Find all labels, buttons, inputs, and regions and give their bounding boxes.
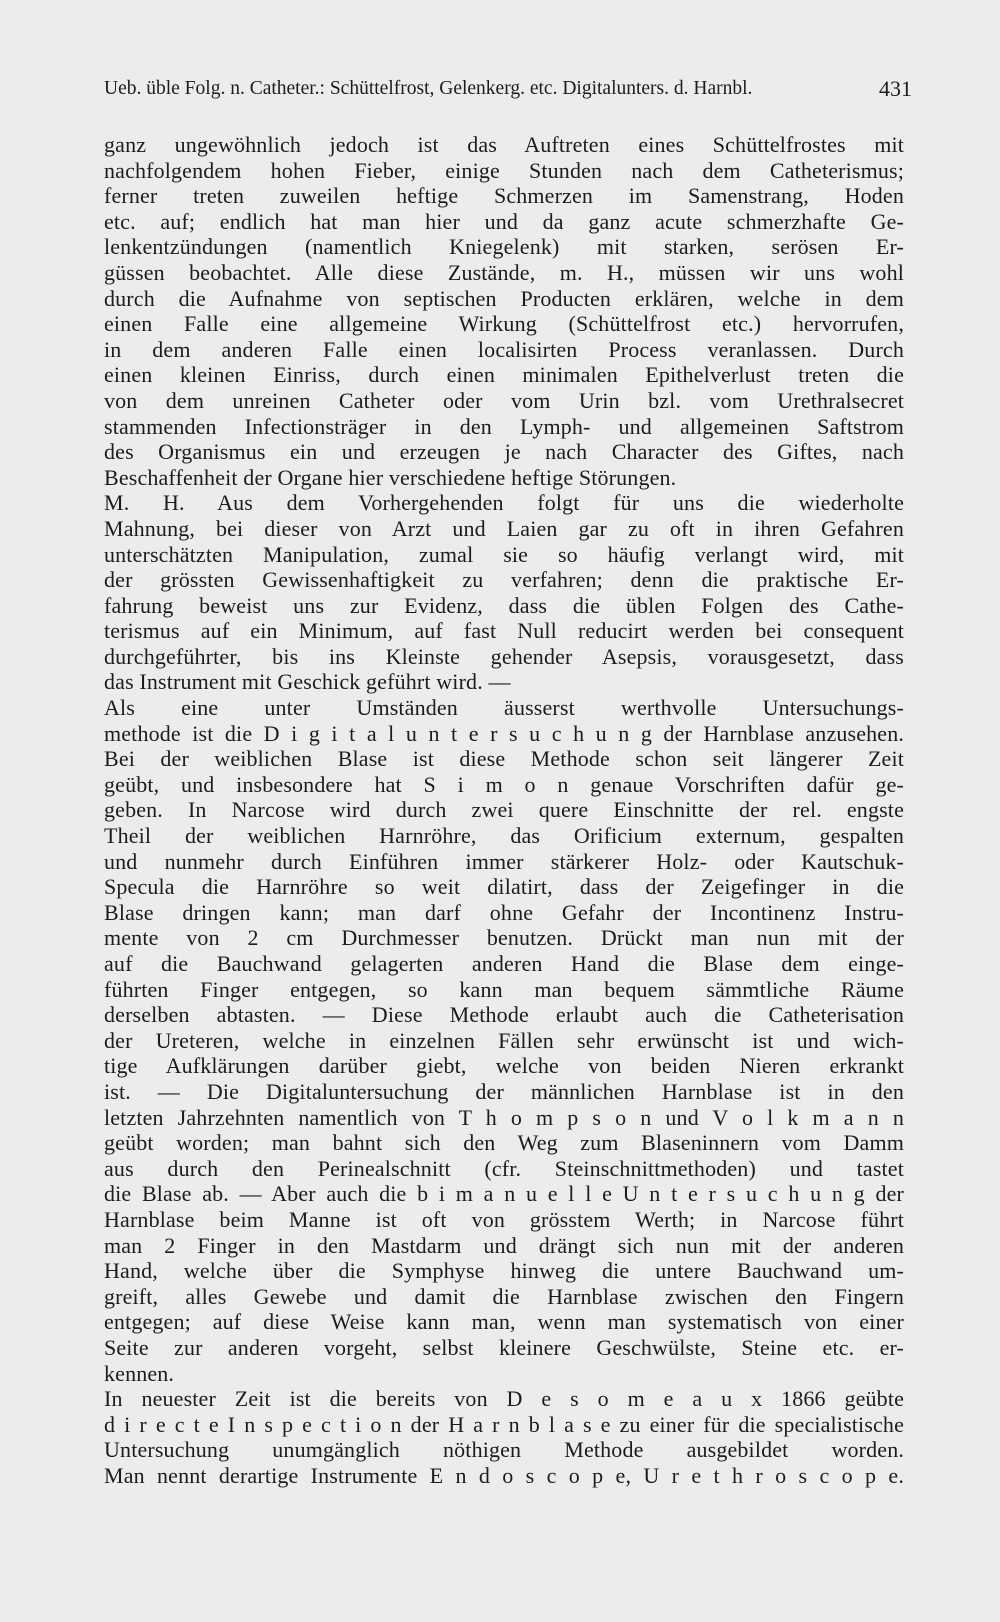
text-line: stammenden Infectionsträger in den Lymph- und allgemeinen Saftstrom (104, 413, 904, 439)
page-number: 431 (879, 76, 912, 101)
text-line: Hand, welche über die Symphyse hinweg die untere Bauchwand um- (104, 1258, 904, 1284)
text-line: geübt worden; man bahnt sich den Weg zum Blaseninnern vom Damm (104, 1130, 904, 1156)
text-line: lenkentzündungen (namentlich Kniegelenk) mit starken, serösen Er- (104, 234, 904, 260)
text-line: Untersuchung unumgänglich nöthigen Methode ausgebildet worden. (104, 1437, 904, 1463)
text-line: letzten Jahrzehnten namentlich von T h o m p s o n und V o l k m a n n (104, 1104, 904, 1130)
text-line: terismus auf ein Minimum, auf fast Null reducirt werden bei consequent (104, 618, 904, 644)
text-line: aus durch den Perinealschnitt (cfr. Steinschnittmethoden) und tastet (104, 1155, 904, 1181)
text-line: Harnblase beim Manne ist oft von grösstem Werth; in Narcose führt (104, 1206, 904, 1232)
text-line: Specula die Harnröhre so weit dilatirt, dass der Zeigefinger in die (104, 874, 904, 900)
text-line: kennen. (104, 1360, 175, 1386)
text-line: der grössten Gewissenhaftigkeit zu verfahren; denn die praktische Er- (104, 567, 904, 593)
text-line: die Blase ab. — Aber auch die b i m a n u e l l e U n t e r s u c h u n g der (104, 1181, 904, 1207)
text-line: etc. auf; endlich hat man hier und da ganz acute schmerzhafte Ge- (104, 208, 904, 234)
text-line: M. H. Aus dem Vorhergehenden folgt für uns die wiederholte (104, 490, 904, 516)
page-header (104, 74, 912, 104)
text-line: man 2 Finger in den Mastdarm und drängt sich nun mit der anderen (104, 1232, 904, 1258)
text-line: derselben abtasten. — Diese Methode erlaubt auch die Catheterisation (104, 1002, 904, 1028)
text-line: Seite zur anderen vorgeht, selbst kleinere Geschwülste, Steine etc. er- (104, 1334, 904, 1360)
text-line: einen Falle eine allgemeine Wirkung (Schüttelfrost etc.) hervorrufen, (104, 311, 904, 337)
text-line: geübt, und insbesondere hat S i m o n genaue Vorschriften dafür ge- (104, 771, 904, 797)
text-line: greift, alles Gewebe und damit die Harnblase zwischen den Fingern (104, 1283, 904, 1309)
text-line: Beschaffenheit der Organe hier verschiedene heftige Störungen. (104, 464, 677, 490)
running-head: Ueb. üble Folg. n. Catheter.: Schüttelfrost, Gelenkerg. etc. Digitalunters. d. Harnbl. (104, 78, 753, 99)
text-line: durch die Aufnahme von septischen Producten erklären, welche in dem (104, 285, 904, 311)
text-line: führten Finger entgegen, so kann man bequem sämmtliche Räume (104, 976, 904, 1002)
text-line: d i r e c t e I n s p e c t i o n der H a r n b l a s e zu einer für die specialistische (104, 1411, 904, 1437)
text-line: tige Aufklärungen darüber giebt, welche von beiden Nieren erkrankt (104, 1053, 904, 1079)
text-line: Blase dringen kann; man darf ohne Gefahr der Incontinenz Instru- (104, 899, 904, 925)
text-line: ferner treten zuweilen heftige Schmerzen im Samenstrang, Hoden (104, 183, 904, 209)
text-line: unterschätzten Manipulation, zumal sie so häufig verlangt wird, mit (104, 541, 904, 567)
text-line: des Organismus ein und erzeugen je nach Character des Giftes, nach (104, 439, 904, 465)
text-line: In neuester Zeit ist die bereits von D e s o m e a u x 1866 geübte (104, 1386, 904, 1412)
text-line: auf die Bauchwand gelagerten anderen Hand die Blase dem einge- (104, 951, 904, 976)
text-line: und nunmehr durch Einführen immer stärkerer Holz- oder Kautschuk- (104, 848, 904, 874)
text-line: geben. In Narcose wird durch zwei quere Einschnitte der rel. engste (104, 797, 904, 823)
text-line: das Instrument mit Geschick geführt wird. — (104, 669, 511, 695)
text-line: in dem anderen Falle einen localisirten Process veranlassen. Durch (104, 336, 904, 362)
body-text (104, 132, 904, 1488)
text-line: Bei der weiblichen Blase ist diese Methode schon seit längerer Zeit (104, 746, 904, 772)
text-line: entgegen; auf diese Weise kann man, wenn man systematisch von einer (104, 1309, 904, 1335)
text-line: Als eine unter Umständen äusserst werthvolle Untersuchungs- (104, 695, 904, 721)
text-line: methode ist die D i g i t a l u n t e r s u c h u n g der Harnblase anzusehen. (104, 720, 904, 746)
text-line: Man nennt derartige Instrumente E n d o s c o p e, U r e t h r o s c o p e. (104, 1462, 904, 1488)
text-line: einen kleinen Einriss, durch einen minimalen Epithelverlust treten die (104, 362, 904, 388)
text-line: ist. — Die Digitaluntersuchung der männlichen Harnblase ist in den (104, 1078, 904, 1104)
text-line: durchgeführter, bis ins Kleinste gehender Asepsis, vorausgesetzt, dass (104, 643, 904, 669)
text-line: mente von 2 cm Durchmesser benutzen. Drückt man nun mit der (104, 925, 904, 951)
text-line: von dem unreinen Catheter oder vom Urin bzl. vom Urethralsecret (104, 387, 904, 413)
text-line: ganz ungewöhnlich jedoch ist das Auftreten eines Schüttelfrostes mit (104, 132, 904, 157)
text-line: der Ureteren, welche in einzelnen Fällen sehr erwünscht ist und wich- (104, 1027, 904, 1053)
text-line: güssen beobachtet. Alle diese Zustände, m. H., müssen wir uns wohl (104, 259, 904, 285)
text-line: nachfolgendem hohen Fieber, einige Stunden nach dem Catheterismus; (104, 157, 904, 183)
text-line: fahrung beweist uns zur Evidenz, dass die üblen Folgen des Cathe- (104, 592, 904, 618)
text-line: Theil der weiblichen Harnröhre, das Orificium externum, gespalten (104, 823, 904, 849)
text-line: Mahnung, bei dieser von Arzt und Laien gar zu oft in ihren Gefahren (104, 515, 904, 541)
